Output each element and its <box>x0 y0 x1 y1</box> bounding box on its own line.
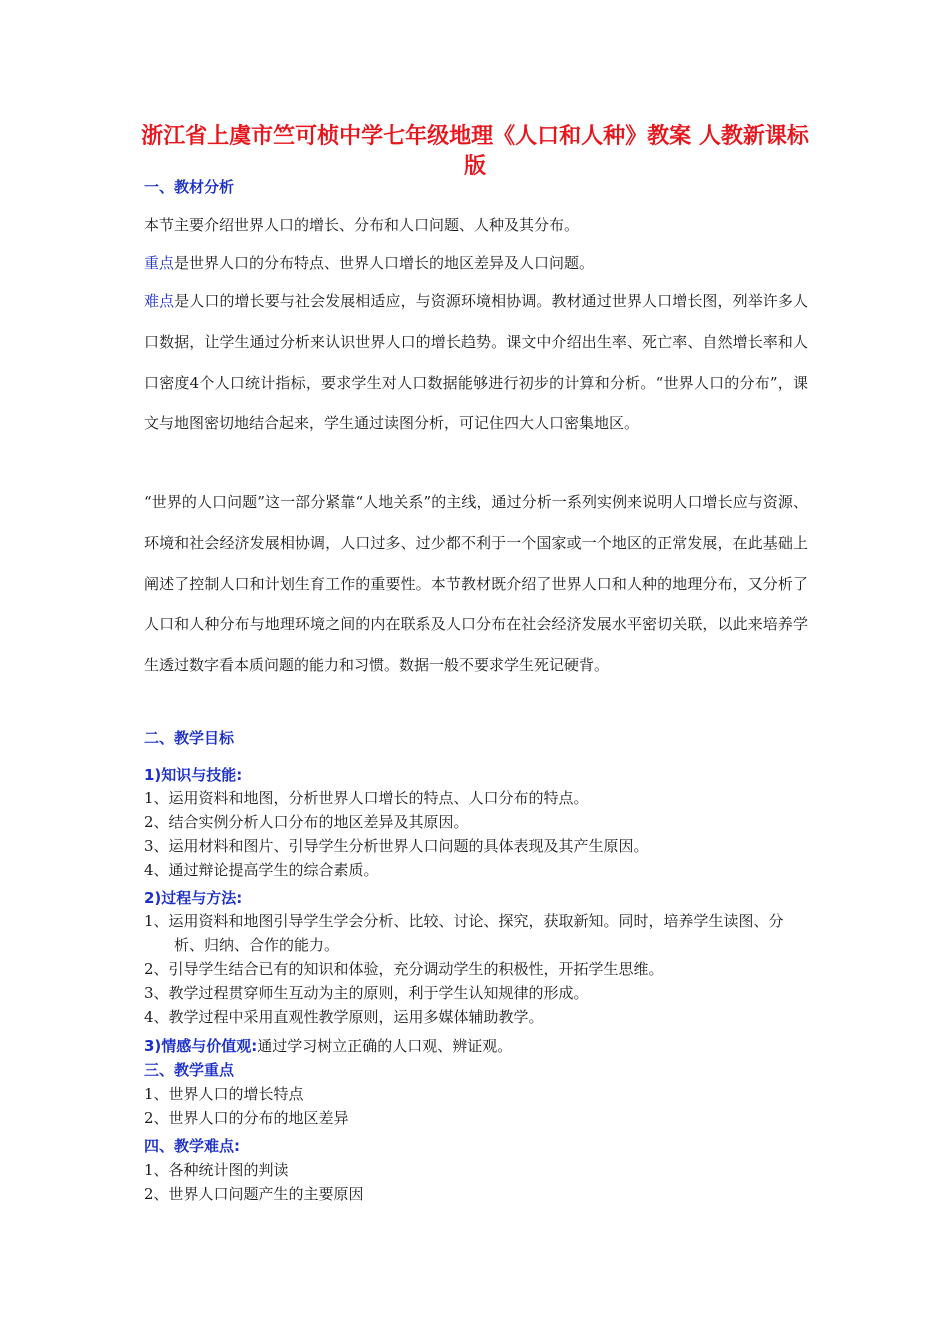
list-item: 3、教学过程贯穿师生互动为主的原则，利于学生认知规律的形成。 <box>144 984 589 1002</box>
section-heading-analysis: 一、教材分析 <box>144 178 235 196</box>
difficulty-text: 是人口的增长要与社会发展相适应，与资源环境相协调。教材通过世界人口增长图，列举许多人口数据，让学生通过分析来认识世界人口的增长趋势。课文中介绍出生率、死亡率、自然增长率和人口密度4个人口统计指标，要求学生对人口数据能够进行初步的计算和分析。“世界人口的分布”，课文与地图密切地结合起来，学生通过读图分析，可记住四大人口密集地区。 <box>144 292 808 433</box>
key-points-list <box>144 1082 808 1130</box>
objective-process-heading: 2)过程与方法: <box>144 889 243 907</box>
analysis-key-point <box>144 243 808 284</box>
objective-emotion-text: 通过学习树立正确的人口观、辨证观。 <box>257 1037 513 1055</box>
objective-knowledge-list <box>144 786 808 882</box>
analysis-paragraph-2: “世界的人口问题”这一部分紧靠“人地关系”的主线，通过分析一系列实例来说明人口增长应与资源、环境和社会经济发展相协调，人口过多、过少都不利于一个国家或一个地区的正常发展，在此基础上阐述了控制人口和计划生育工作的重要性。本节教材既介绍了世界人口和人种的地理分布，又分析了人口和人种分布与地理环境之间的内在联系及人口分布在社会经济发展水平密切关联，以此来培养学生透过数字看本质问题的能力和习惯。数据一般不要求学生死记硬背。 <box>144 493 808 675</box>
section-heading-objectives: 二、教学目标 <box>144 729 235 747</box>
objective-emotion-heading: 3)情感与价值观: <box>144 1037 258 1055</box>
list-item: 1、运用资料和地图引导学生学会分析、比较、讨论、探究，获取新知。同时，培养学生读图、分析、归纳、合作的能力。 <box>144 912 784 954</box>
difficulty-label: 难点 <box>144 292 175 310</box>
list-item: 2、引导学生结合已有的知识和体验，充分调动学生的积极性，开拓学生思维。 <box>144 960 664 978</box>
section-heading-difficulties: 四、教学难点: <box>144 1137 240 1155</box>
objective-knowledge-heading: 1)知识与技能: <box>144 766 243 784</box>
list-item: 1、各种统计图的判读 <box>144 1161 289 1179</box>
analysis-difficulty <box>144 281 808 444</box>
objective-emotion <box>144 1034 512 1058</box>
list-item: 2、世界人口问题产生的主要原因 <box>144 1185 364 1203</box>
key-point-text: 是世界人口的分布特点、世界人口增长的地区差异及人口问题。 <box>174 254 595 272</box>
list-item: 1、运用资料和地图，分析世界人口增长的特点、人口分布的特点。 <box>144 789 589 807</box>
analysis-intro: 本节主要介绍世界人口的增长、分布和人口问题、人种及其分布。 <box>144 216 580 234</box>
difficulties-list <box>144 1158 808 1206</box>
list-item: 2、结合实例分析人口分布的地区差异及其原因。 <box>144 813 469 831</box>
section-heading-key-points: 三、教学重点 <box>144 1061 235 1079</box>
list-item: 4、教学过程中采用直观性教学原则，运用多媒体辅助教学。 <box>144 1008 544 1026</box>
objective-process-list <box>144 909 808 1029</box>
list-item: 3、运用材料和图片、引导学生分析世界人口问题的具体表现及其产生原因。 <box>144 837 649 855</box>
list-item: 2、世界人口的分布的地区差异 <box>144 1109 349 1127</box>
list-item: 1、世界人口的增长特点 <box>144 1085 304 1103</box>
key-point-label: 重点 <box>144 254 175 272</box>
list-item: 4、通过辩论提高学生的综合素质。 <box>144 861 379 879</box>
document-title: 浙江省上虞市竺可桢中学七年级地理《人口和人种》教案 人教新课标版 <box>141 124 809 179</box>
